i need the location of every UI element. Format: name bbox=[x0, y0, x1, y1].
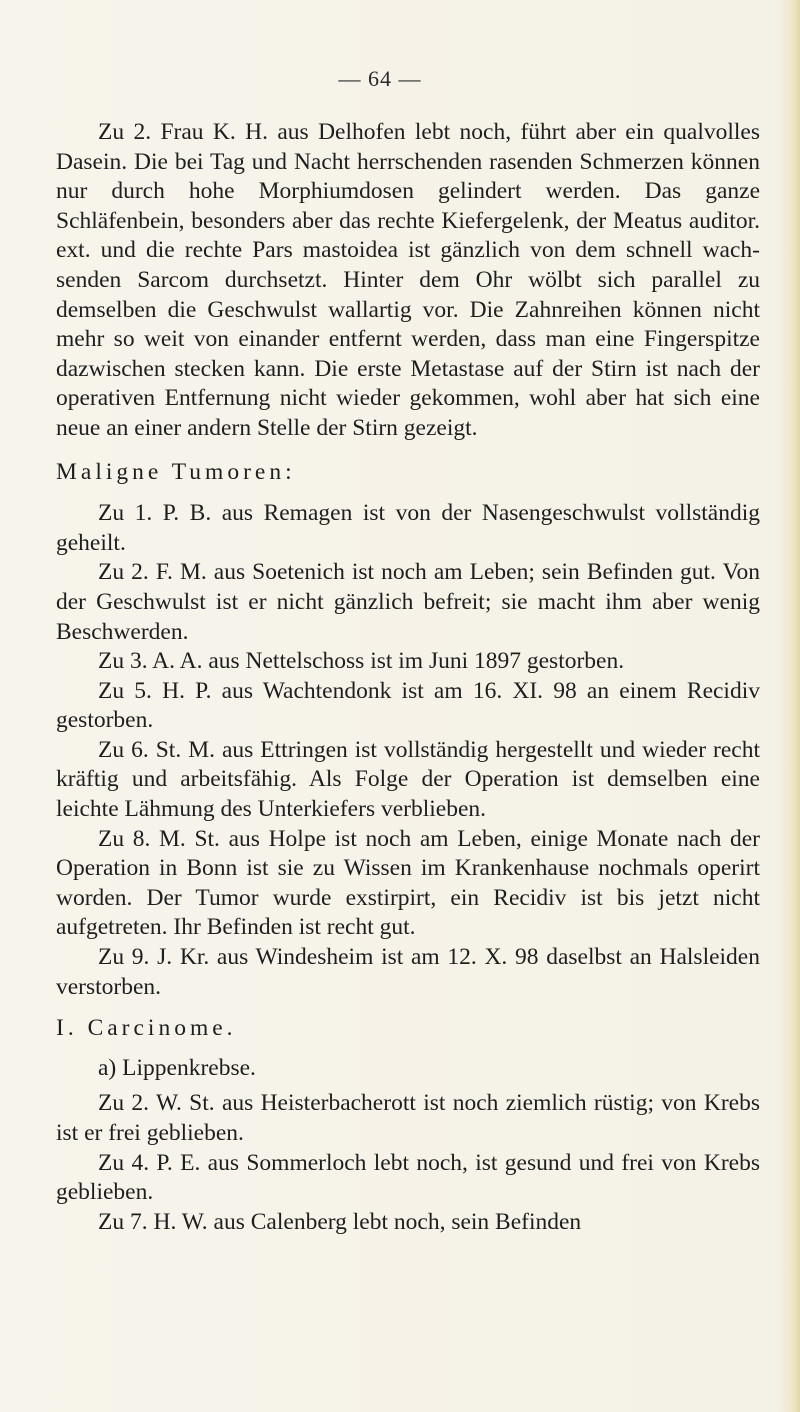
paragraph-remagen: Zu 1. P. B. aus Remagen ist von der Nasengeschwulst vollständig geheilt. bbox=[56, 500, 760, 556]
body-text bbox=[56, 118, 760, 1237]
paragraph-delhofen: Zu 2. Frau K. H. aus Delhofen lebt noch, führt aber ein qualvolles Dasein. Die bei Tag und Nacht herrschenden rasenden Schmerzen können nur durch hohe Morphiumdosen gelindert werden. Das ganze Schläfenbein, besonders aber das rechte Kiefergelenk, der Meatus auditor. ext. und die rechte Pars mastoidea ist gänzlich von dem schnell wachsenden Sarcom durchsetzt. Hinter dem Ohr wölbt sich parallel zu demselben die Geschwulst wallartig vor. Die Zahnreihen können nicht mehr so weit von einander entfernt werden, dass man eine Fingerspitze dazwischen stecken kann. Die erste Metastase auf der Stirn ist nach der operativen Entfernung nicht wieder gekommen, wohl aber hat sich eine neue an einer andern Stelle der Stirn gezeigt. bbox=[56, 119, 760, 441]
paragraph-holpe: Zu 8. M. St. aus Holpe ist noch am Leben, einige Monate nach der Operation in Bonn ist sie zu Wissen im Krankenhause nochmals operirt worden. Der Tumor wurde exstirpirt, ein Recidiv ist bis jetzt nicht aufgetreten. Ihr Befinden ist recht gut. bbox=[56, 825, 760, 941]
page-edge-shading bbox=[778, 0, 800, 1412]
paragraph-windesheim: Zu 9. J. Kr. aus Windesheim ist am 12. X. 98 daselbst an Halsleiden verstorben. bbox=[56, 944, 760, 1000]
paragraph-sommerloch: Zu 4. P. E. aus Sommerloch lebt noch, ist gesund und frei von Krebs geblieben. bbox=[56, 1149, 760, 1206]
paragraph-wachtendonk: Zu 5. H. P. aus Wachtendonk ist am 16. XI. 98 an einem Recidiv gestorben. bbox=[56, 677, 760, 734]
paragraph-nettelschoss: Zu 3. A. A. aus Nettelschoss ist im Juni 1897 gestorben. bbox=[98, 648, 625, 675]
subheading-lippenkrebse: a) Lippenkrebse. bbox=[98, 1054, 256, 1081]
paragraph-ettringen: Zu 6. St. M. aus Ettringen ist vollständig hergestellt und wieder recht kräftig und arbeitsfähig. Als Folge der Operation ist demselben eine leichte Lähmung des Unterkiefers verblieben. bbox=[56, 736, 760, 823]
heading-carcinome: I. Carcinome. bbox=[56, 1015, 237, 1042]
paragraph-soetenich: Zu 2. F. M. aus Soetenich ist noch am Leben; sein Befinden gut. Von der Geschwulst ist er nicht gänzlich befreit; sie macht ihm aber wenig Beschwerden. bbox=[56, 559, 760, 645]
paragraph-heisterbacherott: Zu 2. W. St. aus Heisterbacherott ist noch ziemlich rüstig; von Krebs ist er frei geblieben. bbox=[56, 1090, 760, 1146]
heading-maligne-tumoren: Maligne Tumoren: bbox=[56, 458, 296, 485]
page-number: — 64 — bbox=[338, 66, 422, 91]
paragraph-calenberg: Zu 7. H. W. aus Calenberg lebt noch, sein Befinden bbox=[98, 1208, 582, 1235]
